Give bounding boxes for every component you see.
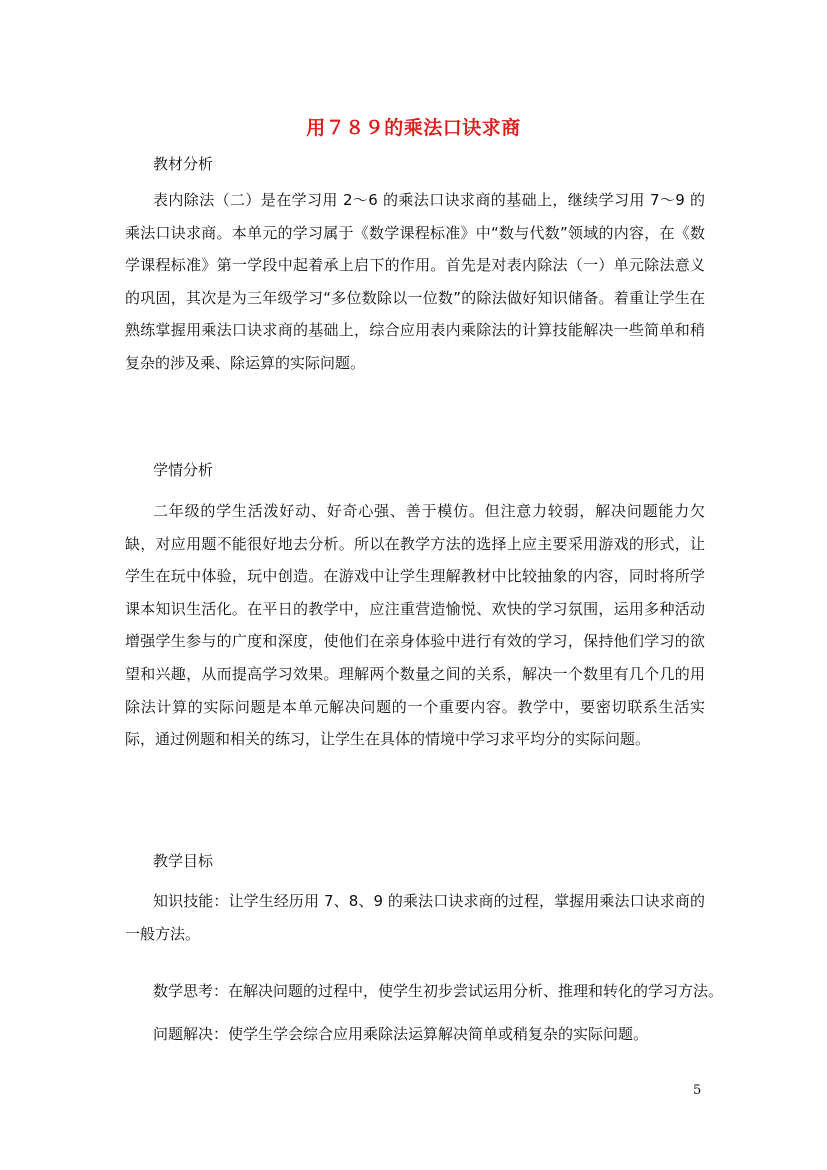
page-title: 用７８９的乘法口诀求商: [306, 117, 521, 139]
goal-thinking-line: 数学思考：在解决问题的过程中，使学生初步尝试运用分析、推理和转化的学习方法。: [153, 982, 724, 1000]
section-heading-student: 学情分析: [153, 461, 214, 479]
goal-problem-line: 问题解决：使学生学会综合应用乘除法运算解决简单或稍复杂的实际问题。: [153, 1025, 649, 1043]
goal-knowledge-paragraph: 知识技能：让学生经历用 7、8、9 的乘法口诀求商的过程，掌握用乘法口诀求商的一般方法。: [125, 892, 705, 943]
student-paragraph: 二年级的学生活泼好动、好奇心强、善于模仿。但注意力较弱，解决问题能力欠缺，对应用题不能很好地去分析。所以在教学方法的选择上应主要采用游戏的形式，让学生在玩中体验，玩中创造。在游戏中让学生理解教材中比较抽象的内容，同时将所学课本知识生活化。在平日的教学中，应注重营造愉悦、欢快的学习氛围，运用多种活动增强学生参与的广度和深度，使他们在亲身体验中进行有效的学习，保持他们学习的欲望和兴趣，从而提高学习效果。理解两个数量之间的关系，解决一个数里有几个几的用除法计算的实际问题是本单元解决问题的一个重要内容。教学中，要密切联系生活实际，通过例题和相关的练习，让学生在具体的情境中学习求平均分的实际问题。: [125, 502, 705, 749]
section-heading-analysis: 教材分析: [153, 155, 214, 173]
analysis-paragraph: 表内除法（二）是在学习用 2～6 的乘法口诀求商的基础上，继续学习用 7～9 的乘法口诀求商。本单元的学习属于《数学课程标准》中“数与代数”领域的内容，在《数学课程标准》第一学段中起着承上启下的作用。首先是对表内除法（一）单元除法意义的巩固，其次是为三年级学习“多位数除以一位数”的除法做好知识储备。着重让学生在熟练掌握用乘法口诀求商的基础上，综合应用表内乘除法的计算技能解决一些简单和稍复杂的涉及乘、除运算的实际问题。: [125, 191, 705, 372]
page-number: 5: [693, 1083, 702, 1098]
section-heading-goals: 教学目标: [153, 852, 214, 870]
